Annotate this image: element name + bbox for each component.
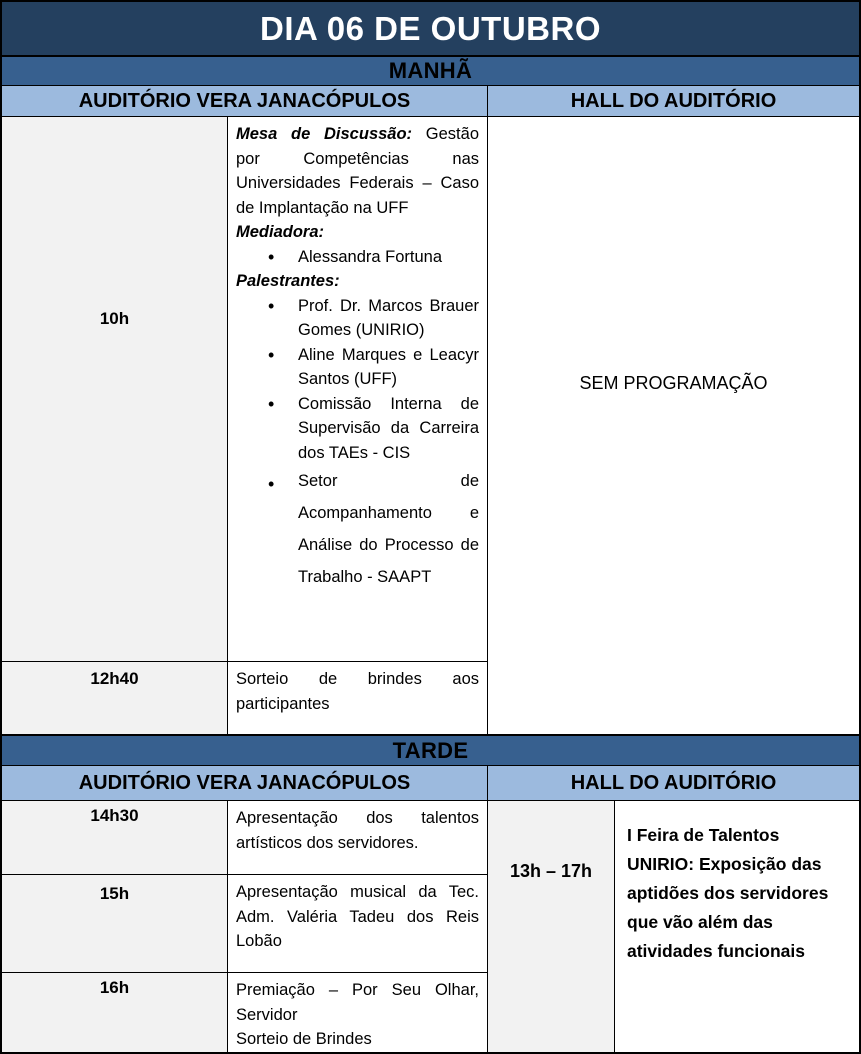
- morning-column-header-hall-label: HALL DO AUDITÓRIO: [570, 89, 777, 112]
- afternoon-row2-time: 15h: [99, 884, 130, 903]
- morning-column-header-hall: [488, 86, 859, 116]
- morning-column-headers: [2, 86, 859, 117]
- morning-section-label: MANHÃ: [388, 58, 473, 83]
- afternoon-row3-time-cell: [2, 973, 228, 1054]
- afternoon-column-header-hall: [488, 766, 859, 800]
- afternoon-hall-time-cell: [488, 801, 615, 1054]
- day-title-bar: [2, 2, 859, 57]
- morning-session-time: 10h: [99, 309, 130, 328]
- speakers-list: [236, 294, 479, 594]
- morning-hall-cell: [488, 117, 859, 734]
- afternoon-hall-time: 13h – 17h: [509, 860, 593, 881]
- afternoon-row3-description-cell: [228, 973, 488, 1054]
- afternoon-row3-time: 16h: [99, 978, 130, 997]
- speaker-item: • Comissão Interna de Supervisão da Carreira dos TAEs - CIS: [236, 392, 479, 466]
- afternoon-row1-description-cell: [228, 801, 488, 875]
- afternoon-hall-description-cell: [615, 801, 859, 1054]
- morning-column-header-auditorio: [2, 86, 488, 116]
- afternoon-column-header-auditorio: [2, 766, 488, 800]
- afternoon-section-bar: [2, 736, 859, 766]
- speaker-item: • Prof. Dr. Marcos Brauer Gomes (UNIRIO): [236, 294, 479, 343]
- discussion-text: Gestão por Competências nas Universidades Federais – Caso de Implantação na UFF: [236, 125, 479, 217]
- afternoon-row2-time-cell: [2, 875, 228, 973]
- afternoon-column-header-hall-label: HALL DO AUDITÓRIO: [570, 771, 777, 794]
- afternoon-row1-time-cell: [2, 801, 228, 875]
- mediator-list: [236, 245, 479, 270]
- day-title: DIA 06 DE OUTUBRO: [260, 9, 601, 47]
- morning-column-header-auditorio-label: AUDITÓRIO VERA JANACÓPULOS: [78, 89, 411, 112]
- mediator-label: Mediadora:: [236, 223, 325, 241]
- speaker-item: • Setor de Acompanhamento e Análise do Processo de Trabalho - SAAPT: [236, 465, 479, 593]
- morning-raffle-text: Sorteio de brindes aos participantes: [236, 670, 479, 713]
- afternoon-row3-text: Premiação – Por Seu Olhar, Servidor: [236, 981, 479, 1024]
- speaker-item: • Aline Marques e Leacyr Santos (UFF): [236, 343, 479, 392]
- morning-hall-text: SEM PROGRAMAÇÃO: [579, 372, 768, 393]
- morning-body: [2, 117, 859, 736]
- speakers-label: Palestrantes:: [236, 272, 340, 290]
- morning-raffle-time: 12h40: [90, 669, 139, 688]
- afternoon-row1-time: 14h30: [90, 806, 139, 825]
- afternoon-hall-text: I Feira de Talentos UNIRIO: Exposição das aptidões dos servidores que vão além das atividades funcionais: [627, 825, 829, 961]
- afternoon-column-header-auditorio-label: AUDITÓRIO VERA JANACÓPULOS: [78, 771, 411, 794]
- afternoon-row3-text2: Sorteio de Brindes: [236, 1030, 372, 1048]
- afternoon-row2-text: Apresentação musical da Tec. Adm. Valéria Tadeu dos Reis Lobão: [236, 883, 479, 950]
- morning-section-bar: [2, 57, 859, 86]
- afternoon-section-label: TARDE: [392, 737, 469, 763]
- mediator-item: • Alessandra Fortuna: [236, 245, 479, 270]
- morning-session-time-cell: [2, 117, 228, 662]
- morning-raffle-description-cell: [228, 662, 488, 734]
- morning-raffle-time-cell: [2, 662, 228, 734]
- afternoon-column-headers: [2, 766, 859, 801]
- afternoon-row1-text: Apresentação dos talentos artísticos dos servidores.: [236, 809, 479, 852]
- afternoon-row2-description-cell: [228, 875, 488, 973]
- afternoon-body: [2, 801, 859, 1052]
- discussion-paragraph: [236, 122, 479, 220]
- morning-session-description-cell: [228, 117, 488, 662]
- discussion-label: Mesa de Discussão:: [236, 125, 413, 143]
